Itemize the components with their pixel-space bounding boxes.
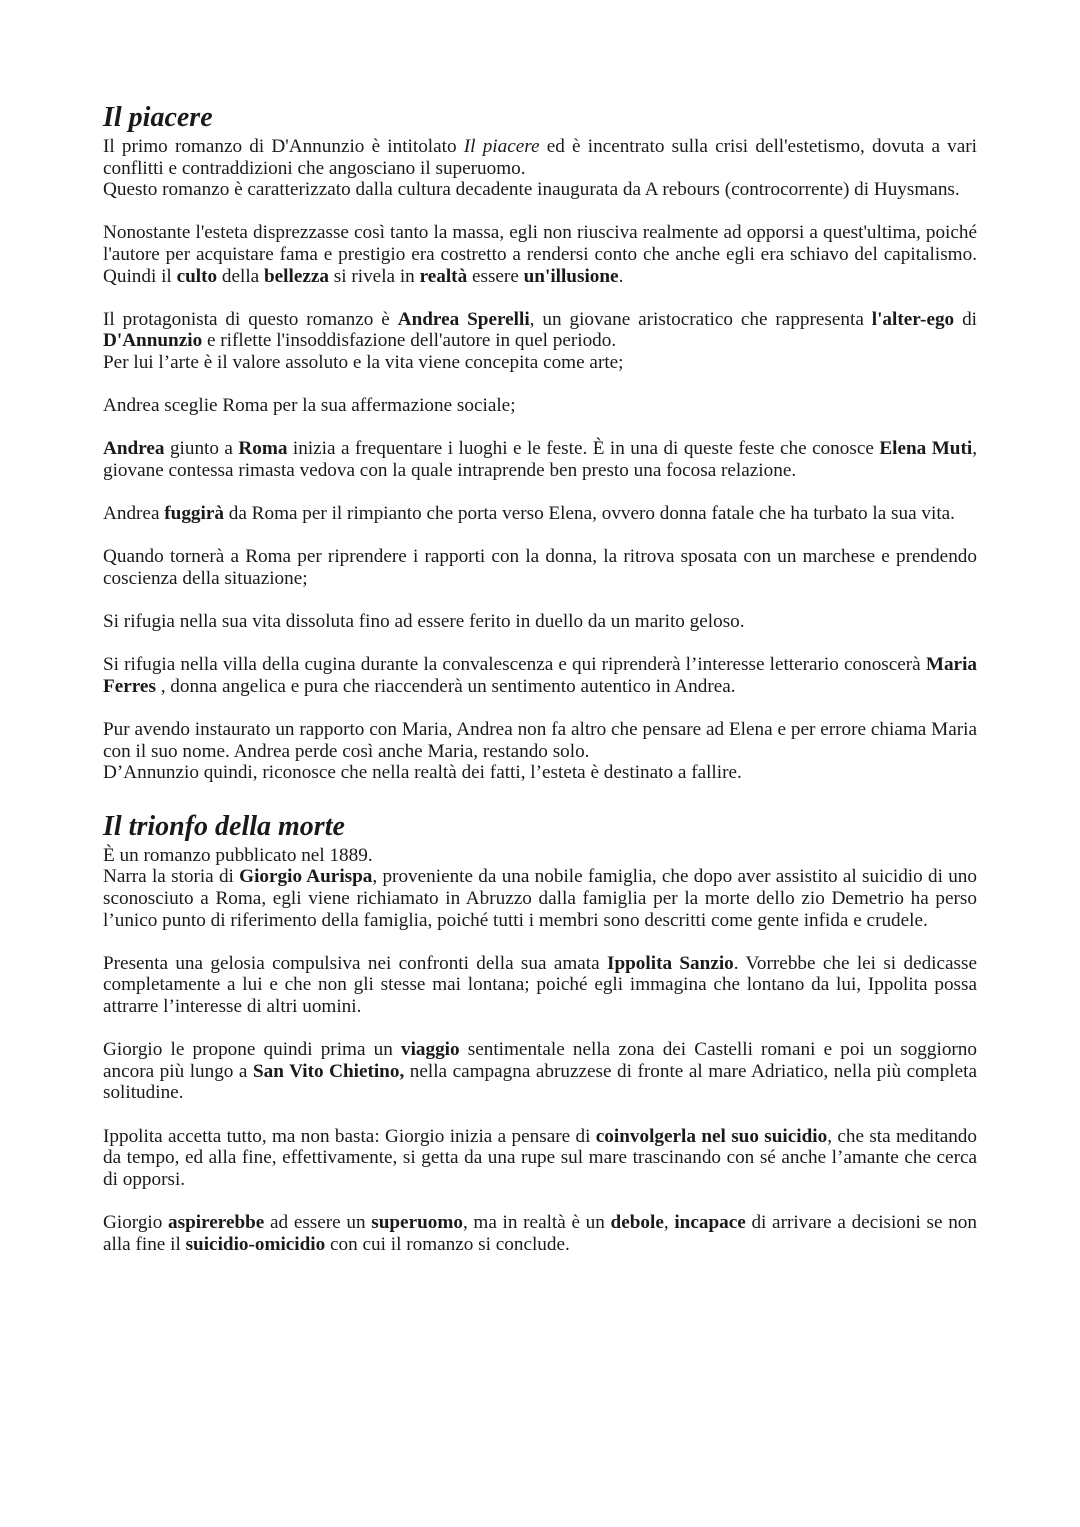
bold-term: Andrea Sperelli xyxy=(397,308,530,330)
paragraph xyxy=(103,438,977,481)
bold-term: superuomo xyxy=(371,1211,463,1233)
text-run: giunto a xyxy=(164,438,239,460)
text-run: . Vorrebbe che lei si dedicasse completamente a lui e che non gli stesse mai lontana; poiché egli immagina che lontano da lui, Ippolita possa attrarre l’interesse di altri uomini. xyxy=(103,952,977,1017)
text-run: ed è incentrato sulla crisi dell'estetismo, dovuta a vari conflitti e contraddizioni che angosciano il superuomo. xyxy=(103,136,977,179)
paragraph xyxy=(103,1212,977,1255)
paragraph: D’Annunzio quindi, riconosce che nella realtà dei fatti, l’esteta è destinato a fallire. xyxy=(103,762,742,784)
bold-term: realtà xyxy=(419,265,468,287)
bold-term: Elena Muti xyxy=(879,438,973,460)
text-run: , che sta meditando da tempo, ed alla fine, effettivamente, si getta da una rupe sul mare trascinando con sé anche l’amante che cerca di opporsi. xyxy=(103,1125,977,1190)
bold-term: Maria Ferres xyxy=(103,654,977,697)
paragraph: Pur avendo instaurato un rapporto con Maria, Andrea non fa altro che pensare ad Elena e per errore chiama Maria con il suo nome. Andrea perde così anche Maria, restando solo. xyxy=(103,719,977,762)
bold-term: incapace xyxy=(674,1211,746,1233)
italic-title: Il piacere xyxy=(463,136,540,157)
section-title: Il piacere xyxy=(103,102,213,133)
bold-term: Ippolita Sanzio xyxy=(607,952,734,974)
text-run: Si rifugia nella villa della cugina durante la convalescenza e qui riprenderà l’interesse letterario conoscerà xyxy=(103,654,926,676)
text-run: Nonostante l'esteta disprezzasse così tanto la massa, egli non riusciva realmente ad opporsi a quest'ultima, poiché l'autore per acquistare fama e prestigio era costretto a rendersi conto che anche egli era schiavo del capitalismo. Quindi il xyxy=(103,222,977,287)
text-run: Il protagonista di questo romanzo è xyxy=(103,308,398,330)
bold-term: debole xyxy=(610,1211,664,1233)
text-run: di xyxy=(954,308,977,330)
text-run: Giorgio le propone quindi prima un xyxy=(103,1039,401,1061)
section-il-piacere xyxy=(103,100,977,784)
bold-term: suicidio-omicidio xyxy=(185,1233,326,1255)
section-il-trionfo-della-morte xyxy=(103,809,977,1255)
text-run: della xyxy=(217,265,264,287)
bold-term: aspirerebbe xyxy=(168,1211,265,1233)
text-run: , un giovane aristocratico che rappresenta xyxy=(529,308,872,330)
document-page xyxy=(103,100,977,1255)
text-run: e riflette l'insoddisfazione dell'autore in quel periodo. xyxy=(202,330,617,352)
paragraph: È un romanzo pubblicato nel 1889. xyxy=(103,844,373,866)
paragraph xyxy=(103,503,977,525)
text-run: Il primo romanzo di D'Annunzio è intitolato xyxy=(103,136,464,157)
text-run: si rivela in xyxy=(328,265,420,287)
text-run: , proveniente da una nobile famiglia, che dopo aver assistito al suicidio di uno sconosciuto a Roma, egli viene richiamato in Abruzzo dalla famiglia per la morte dello zio Demetrio ha perso l’unico punto di riferimento della famiglia, poiché tutti i membri sono descritti come gente infida e crudele. xyxy=(103,866,977,931)
text-run: di arrivare a decisioni se non alla fine il xyxy=(103,1211,977,1255)
paragraph: Quando tornerà a Roma per riprendere i rapporti con la donna, la ritrova sposata con un marchese e prendendo coscienza della situazione; xyxy=(103,546,977,589)
text-run: . xyxy=(618,265,624,287)
text-run: , xyxy=(663,1211,675,1233)
text-run: , donna angelica e pura che riaccenderà un sentimento autentico in Andrea. xyxy=(155,675,736,697)
paragraph xyxy=(103,222,977,287)
paragraph xyxy=(103,136,977,179)
bold-term: viaggio xyxy=(400,1039,460,1061)
bold-term: bellezza xyxy=(263,265,329,287)
text-run: , giovane contessa rimasta vedova con la quale intraprende ben presto una focosa relazione. xyxy=(103,438,977,481)
paragraph xyxy=(103,309,977,352)
bold-term: fuggirà xyxy=(164,503,224,525)
bold-term: Giorgio Aurispa xyxy=(239,866,373,888)
paragraph xyxy=(103,654,977,697)
text-run: inizia a frequentare i luoghi e le feste. È in una di queste feste che conosce xyxy=(287,438,880,460)
bold-term: un'illusione xyxy=(523,265,619,287)
paragraph xyxy=(103,1126,977,1191)
text-run: Ippolita accetta tutto, ma non basta: Giorgio inizia a pensare di xyxy=(103,1125,596,1147)
bold-term: Roma xyxy=(238,438,288,460)
bold-term: San Vito Chietino, xyxy=(252,1060,405,1082)
bold-term: culto xyxy=(176,265,218,287)
bold-term: D'Annunzio xyxy=(103,330,203,352)
bold-term: l'alter-ego xyxy=(871,308,955,330)
text-run: con cui il romanzo si conclude. xyxy=(325,1233,570,1255)
text-run: essere xyxy=(467,265,524,287)
paragraph: Si rifugia nella sua vita dissoluta fino ad essere ferito in duello da un marito geloso. xyxy=(103,611,745,633)
paragraph xyxy=(103,953,977,1018)
paragraph xyxy=(103,866,977,931)
paragraph: Questo romanzo è caratterizzato dalla cultura decadente inaugurata da A rebours (controcorrente) di Huysmans. xyxy=(103,179,960,201)
text-run: sentimentale nella zona dei Castelli romani e poi un soggiorno ancora più lungo a xyxy=(103,1039,977,1082)
paragraph: Per lui l’arte è il valore assoluto e la vita viene concepita come arte; xyxy=(103,351,624,373)
text-run: , ma in realtà è un xyxy=(462,1211,611,1233)
text-run: ad essere un xyxy=(264,1211,372,1233)
text-run: Giorgio xyxy=(103,1211,169,1233)
bold-term: coinvolgerla nel suo suicidio xyxy=(595,1125,828,1147)
section-title: Il trionfo della morte xyxy=(103,810,345,842)
text-run: da Roma per il rimpianto che porta verso Elena, ovvero donna fatale che ha turbato la sua vita. xyxy=(223,503,955,525)
text-run: Presenta una gelosia compulsiva nei confronti della sua amata xyxy=(103,952,607,974)
paragraph xyxy=(103,1039,977,1104)
text-run: nella campagna abruzzese di fronte al mare Adriatico, nella più completa solitudine. xyxy=(103,1060,977,1104)
paragraph: Andrea sceglie Roma per la sua affermazione sociale; xyxy=(103,395,516,417)
bold-term: Andrea xyxy=(103,438,165,460)
text-run: Andrea xyxy=(103,503,165,525)
text-run: Narra la storia di xyxy=(103,866,240,888)
